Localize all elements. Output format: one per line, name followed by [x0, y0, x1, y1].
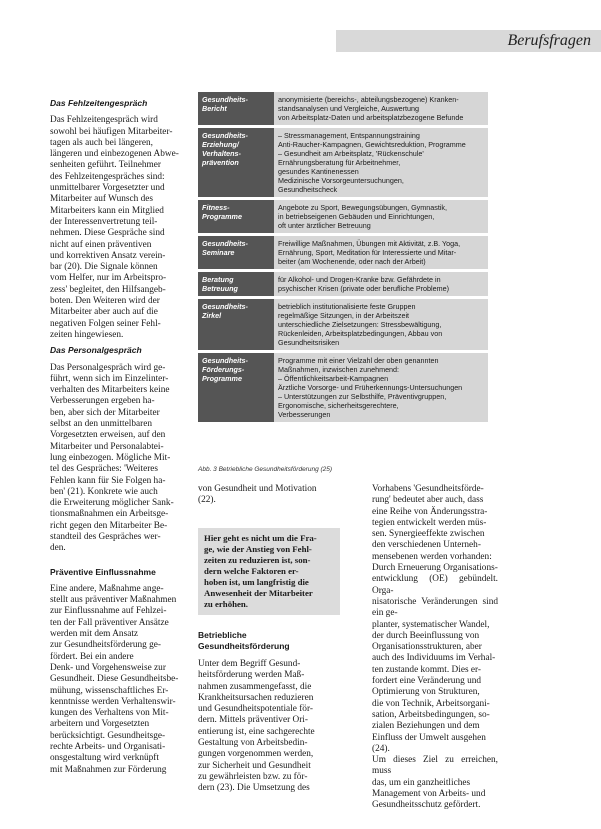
row-content	[274, 236, 488, 269]
row-label	[198, 92, 274, 125]
section-heading: Präventive Einflussnahme	[50, 566, 156, 577]
row-label-line: Gesundheits-	[202, 239, 248, 248]
text-line: des Fehlzeitengespräches sind:	[50, 171, 165, 182]
text-line: arbeitern und Vorgesetzten	[50, 719, 150, 730]
text-line: eine Reihe von Änderungsstra-	[372, 506, 488, 517]
row-content	[274, 92, 488, 125]
text-line: tionsmaßnahmen ein Arbeitsge-	[50, 509, 169, 520]
row-label-line: Gesundheits-	[202, 302, 248, 311]
callout-line: dern welche Faktoren er-	[204, 566, 299, 576]
row-content-line: psychischer Krisen (private oder berufliche Probleme)	[278, 284, 449, 293]
text-line: vom Helfer, nur im Arbeitspro-	[50, 273, 167, 284]
text-line: planter, systematischer Wandel,	[372, 619, 490, 630]
text-line: Management von Arbeits- und	[372, 789, 486, 800]
row-content-line: beiter (am Wochenende, oder nach der Arbeit)	[278, 257, 426, 266]
text-line: und korrektiven Ansatz verein-	[50, 250, 166, 261]
text-line: zur Einflussnahme auf Fehlzei-	[50, 606, 167, 617]
callout-line: Hier geht es nicht um die Fra-	[204, 533, 317, 543]
row-content-line: – Stressmanagement, Entspannungstraining	[278, 131, 420, 140]
text-line: den.	[50, 543, 66, 554]
text-line: von Gesundheit und Motivation	[198, 484, 317, 494]
row-label-line: Beratung	[202, 275, 234, 284]
text-line: führt, wenn sich im Einzelinter-	[50, 373, 169, 384]
row-content-line: – Gesundheit am Arbeitsplatz, 'Rückenschule'	[278, 149, 424, 158]
row-label-line: Programme	[202, 212, 242, 221]
text-line: werden mit dem Ansatz	[50, 629, 139, 640]
row-content-line: Maßnahmen, inzwischen zunehmend:	[278, 365, 400, 374]
text-line: Optimierung von Strukturen,	[372, 687, 480, 698]
row-content	[274, 299, 488, 350]
row-label-line: prävention	[202, 158, 239, 167]
text-line: onsgestaltung wird verknüpft	[50, 753, 159, 764]
table-row	[198, 236, 488, 269]
text-line: lung einbezogen. Mögliche Mit-	[50, 452, 171, 463]
text-line: Das Personalgespräch wird ge-	[50, 362, 166, 373]
text-line: richt gegen den Mitarbeiter Be-	[50, 520, 168, 531]
row-label-line: Förderungs-	[202, 365, 245, 374]
row-label	[198, 299, 274, 350]
text-line: dern (23). Die Umsetzung des	[198, 783, 310, 794]
row-label	[198, 236, 274, 269]
text-line: boten. Den Weiteren wird der	[50, 296, 160, 307]
text-line: entwicklung (OE) gebündelt. Orga-	[372, 574, 498, 596]
row-content-line: Verbesserungen	[278, 410, 331, 419]
text-line: tegien entwickelt werden müs-	[372, 517, 487, 528]
text-line: Vorhabens 'Gesundheitsförde-	[372, 484, 484, 494]
row-content-line: Rückenleiden, Arbeitsplatzbedingungen, Abbau von	[278, 329, 443, 338]
row-label	[198, 128, 274, 197]
row-content-line: Gesundheitsrisiken	[278, 338, 340, 347]
middle-column-body	[198, 659, 340, 795]
text-line: ben' (21). Konkrete wie auch	[50, 486, 158, 497]
section-heading	[198, 630, 340, 651]
callout-line: hoben ist, um langfristig die	[204, 577, 309, 587]
row-content-line: oft unter ärztlicher Betreuung	[278, 221, 371, 230]
row-content-line: Freiwillige Maßnahmen, Übungen mit Aktivität, z.B. Yoga,	[278, 239, 461, 248]
row-content-line: von Arbeitsplatz-Daten und arbeitsplatzbezogene Befunde	[278, 113, 464, 122]
row-label	[198, 200, 274, 233]
row-label-line: Betreuung	[202, 284, 238, 293]
text-line: der durch Beeinflussung von	[372, 630, 480, 641]
text-line: tagen als auch bei längeren,	[50, 137, 153, 148]
row-content-line: Medizinische Vorsorgeuntersuchungen,	[278, 176, 404, 185]
text-line: nicht auf einen präventiven	[50, 239, 152, 250]
row-label-line: Programme	[202, 374, 242, 383]
text-line: selbst an den unmittelbaren	[50, 419, 152, 430]
text-line: Um dieses Ziel zu erreichen, muss	[372, 755, 498, 777]
callout-box	[198, 528, 340, 615]
text-line: Gestaltung von Arbeitsbedin-	[198, 738, 308, 749]
text-line: fordert eine Veränderung und	[372, 676, 482, 687]
text-line: Mitarbeiter und Personalabtei-	[50, 441, 164, 452]
text-line: zur Gesundheitsförderung ge-	[50, 640, 162, 651]
text-line: Vorgesetzten erweisen, auf den	[50, 430, 166, 441]
text-line: ben, aber sich der Mitarbeiter	[50, 407, 160, 418]
text-line: ten der Fall präventiver Ansätze	[50, 617, 169, 628]
right-column	[372, 484, 498, 812]
text-line: ten zustande kommt. Dies er-	[372, 664, 482, 675]
row-label-line: Erziehung/	[202, 140, 239, 149]
text-line: mühung, wissenschaftliches Er-	[50, 685, 169, 696]
row-content-line: – Unterstützungen zur Selbsthilfe, Präventivgruppen,	[278, 392, 447, 401]
row-content-line: Gesundheitscheck	[278, 185, 338, 194]
section-heading: Das Fehlzeitengespräch	[50, 98, 148, 108]
text-line: nahmen zusammengefasst, die	[198, 681, 312, 692]
health-measures-table	[198, 92, 488, 425]
text-line: rung' bedeutet aber auch, dass	[372, 495, 484, 506]
text-line: sowohl bei häufigen Mitarbeiter-	[50, 126, 173, 137]
table-row	[198, 353, 488, 422]
text-line: kenntnisse werden Verhaltenswir-	[50, 696, 176, 707]
text-line: sen. Synergieeffekte zwischen	[372, 529, 485, 540]
text-line: Einfluss der Umwelt ausgehen	[372, 732, 486, 743]
text-line: zess' begleitet, den Hilfsangeb-	[50, 284, 166, 295]
row-content-line: standsanalysen und Vergleiche, Auswertung	[278, 104, 420, 113]
text-line: zeiten hingewiesen.	[50, 329, 124, 340]
text-line: (22).	[198, 495, 216, 506]
row-label-line: Gesundheits-	[202, 131, 248, 140]
section-heading-line: Gesundheitsförderung	[198, 640, 290, 651]
middle-column-top	[198, 484, 340, 507]
text-line: mensebenen werden vorhanden:	[372, 551, 492, 562]
row-content	[274, 272, 488, 296]
table-row	[198, 272, 488, 296]
text-line: der Interessenvertretung teil-	[50, 216, 158, 227]
row-content-line: Programme mit einer Vielzahl der oben genannten	[278, 356, 439, 365]
text-line: rechte Arbeits- und Organisati-	[50, 742, 166, 753]
text-line: gungen vorgenommen werden,	[198, 749, 314, 760]
row-label-line: Gesundheits-	[202, 95, 248, 104]
figure-caption: Abb. 3 Betriebliche Gesundheitsförderung (25)	[198, 466, 333, 473]
text-line: senheiten geführt. Teilnehmer	[50, 160, 161, 171]
text-line: entierung ist, eine sachgerechte	[198, 726, 315, 737]
text-line: heitsförderung werden Maß-	[198, 670, 305, 681]
row-content-line: unterschiedliche Zielsetzungen: Stressbewältigung,	[278, 320, 442, 329]
text-line: Gesundheit. Diese Gesundheitsbe-	[50, 674, 179, 685]
callout-line: zu erhöhen.	[204, 599, 248, 609]
text-line: fördert. Bei ein andere	[50, 651, 134, 662]
text-line: berücksichtigt. Gesundheitsge-	[50, 730, 166, 741]
row-label-line: Verhaltens-	[202, 149, 241, 158]
text-line: den verschiedenen Unterneh-	[372, 540, 481, 551]
text-line: die Erweiterung möglicher Sank-	[50, 498, 174, 509]
row-content-line: gesundes Kantinenessen	[278, 167, 359, 176]
text-line: standteil des Gespräches wer-	[50, 531, 161, 542]
text-line: Organisationsstrukturen, aber	[372, 642, 482, 653]
text-line: Gesundheitsschutz gefördert.	[372, 800, 481, 811]
row-content-line: Ernährungsberatung für Arbeitnehmer,	[278, 158, 401, 167]
text-line: das, um ein ganzheitliches	[372, 777, 471, 788]
row-content-line: in betriebseigenen Gebäuden und Einrichtungen,	[278, 212, 435, 221]
text-line: Unter dem Begriff Gesund-	[198, 659, 301, 669]
row-label-line: Bericht	[202, 104, 227, 113]
row-content-line: Ernährung, Sport, Meditation für Interessierte und Mitar-	[278, 248, 457, 257]
text-line: (24).	[372, 743, 390, 754]
row-label	[198, 272, 274, 296]
text-line: tel des Gespräches: 'Weiteres	[50, 464, 159, 475]
text-line: Mitarbeiter auf Wunsch des	[50, 194, 153, 205]
text-line: Verbesserungen ergeben ha-	[50, 396, 155, 407]
text-line: negativen Folgen seiner Fehl-	[50, 318, 161, 329]
text-line: Fehlen kann für Sie Folgen ha-	[50, 475, 166, 486]
text-line: Mitarbeiters kann ein Mitglied	[50, 205, 164, 216]
table-row	[198, 92, 488, 125]
callout-line: Anwesenheit der Mitarbeiter	[204, 588, 313, 598]
text-line: nisatorische Veränderungen sind ein ge-	[372, 596, 498, 619]
header-band	[336, 30, 601, 52]
row-content-line: Anti-Raucher-Kampagnen, Gewichtsreduktion, Programme	[278, 140, 466, 149]
text-line: Krankheitsursachen reduzieren	[198, 692, 314, 703]
table-row	[198, 200, 488, 233]
text-line: verhalten des Mitarbeiters keine	[50, 385, 170, 396]
text-line: Mitarbeiter aber auch auf die	[50, 307, 158, 318]
text-line: zu gewährleisten bzw. zu för-	[198, 771, 308, 782]
text-line: stellt aus präventiver Maßnahmen	[50, 595, 177, 606]
text-line: zialen Beziehungen und dem	[372, 721, 480, 732]
table-row	[198, 128, 488, 197]
section-heading-line: Betriebliche	[198, 630, 247, 640]
row-content-line: – Öffentlichkeitsarbeit-Kampagnen	[278, 374, 389, 383]
row-content	[274, 128, 488, 197]
text-line: Das Fehlzeitengespräch wird	[50, 115, 158, 126]
text-line: kungen des Verhaltens von Mit-	[50, 708, 169, 719]
text-line: unmittelbarer Vorgesetzter und	[50, 183, 165, 194]
row-content-line: Ärztliche Vorsorge- und Früherkennungs-Untersuchungen	[278, 383, 463, 392]
row-content-line: betrieblich institutionalisierte feste Gruppen	[278, 302, 416, 311]
row-content-line: Ergonomische, sicherheitsgerechtere,	[278, 401, 399, 410]
text-line: Durch Erneuerung Organisations-	[372, 563, 498, 574]
row-label-line: Zirkel	[202, 311, 222, 320]
text-line: Eine andere, Maßnahme ange-	[50, 583, 164, 594]
text-line: die von Technik, Arbeitsorgani-	[372, 698, 490, 709]
text-line: zur Sicherheit und Gesundheit	[198, 760, 311, 771]
row-label-line: Seminare	[202, 248, 235, 257]
text-line: längeren und einbezogenen Abwe-	[50, 149, 179, 160]
table-row	[198, 299, 488, 350]
text-line: nehmen. Diese Gespräche sind	[50, 228, 165, 239]
left-column	[50, 98, 198, 776]
row-content-line: regelmäßige Sitzungen, in der Arbeitszeit	[278, 311, 410, 320]
text-line: bar (20). Die Signale können	[50, 262, 158, 273]
row-content	[274, 200, 488, 233]
row-content-line: für Alkohol- und Drogen-Kranke bzw. Gefährdete in	[278, 275, 441, 284]
text-line: und Gesundheitspotentiale för-	[198, 704, 313, 715]
page-title: Berufsfragen	[507, 32, 591, 49]
text-line: Denk- und Vorgehensweise zur	[50, 662, 166, 673]
row-label-line: Fitness-	[202, 203, 230, 212]
row-label-line: Gesundheits-	[202, 356, 248, 365]
text-line: sation, Arbeitsbedingungen, so-	[372, 709, 490, 720]
text-line: auch des Individuums im Verhal-	[372, 653, 496, 664]
row-content	[274, 353, 488, 422]
row-content-line: Angebote zu Sport, Bewegungsübungen, Gymnastik,	[278, 203, 448, 212]
callout-line: zeiten zu reduzieren ist, son-	[204, 555, 311, 565]
section-heading: Das Personalgespräch	[50, 345, 142, 356]
row-label	[198, 353, 274, 422]
text-line: dern. Mittels präventiver Ori-	[198, 715, 308, 726]
text-line: mit Maßnahmen zur Förderung	[50, 764, 167, 775]
row-content-line: anonymisierte (bereichs-, abteilungsbezogene) Kranken-	[278, 95, 459, 104]
callout-line: ge, wie der Anstieg von Fehl-	[204, 544, 312, 554]
